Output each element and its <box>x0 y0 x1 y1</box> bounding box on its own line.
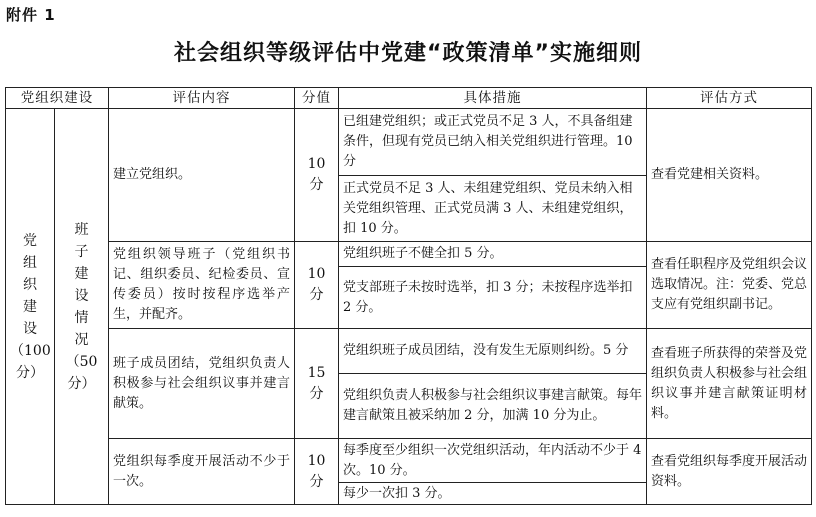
table-row <box>6 242 812 267</box>
category-char: 织 <box>23 276 37 293</box>
subcategory-char: 情 <box>74 309 89 326</box>
table-row <box>6 329 812 374</box>
measure-cell: 正式党员不足 3 人、未组建党组织、党员未纳入相关党组织管理、正式党员满 3 人、未组建党组织，扣 10 分。 <box>339 176 647 242</box>
table-header-row <box>6 88 812 109</box>
method-cell: 查看党组织每季度开展活动资料。 <box>647 439 812 505</box>
score-cell <box>295 109 339 242</box>
measure-cell: 党组织班子不健全扣 5 分。 <box>339 242 647 267</box>
table-row <box>6 109 812 176</box>
header-evaluation-content: 评估内容 <box>109 88 295 109</box>
method-cell: 查看任职程序及党组织会议选取情况。注：党委、党总支应有党组织副书记。 <box>647 242 812 329</box>
attachment-label: 附件 1 <box>6 6 56 24</box>
measure-cell: 已组建党组织；或正式党员不足 3 人，不具备组建条件，但现有党员已纳入相关党组织进行管理。10 分 <box>339 109 647 176</box>
table-row <box>6 439 812 483</box>
header-method: 评估方式 <box>647 88 812 109</box>
evaluation-table <box>5 87 812 505</box>
score-value: 10 <box>307 266 326 282</box>
subcategory-cell <box>55 109 109 505</box>
score-unit: 分 <box>309 287 324 303</box>
header-party-building: 党组织建设 <box>6 88 109 109</box>
measure-cell: 每季度至少组织一次党组织活动，年内活动不少于 4 次。10 分。 <box>339 439 647 483</box>
content-cell: 党组织领导班子（党组织书记、组织委员、纪检委员、宣传委员）按时按程序选举产生，并配齐。 <box>109 242 295 329</box>
category-char: 分） <box>16 364 44 381</box>
subcategory-char: 子 <box>74 243 89 260</box>
header-measures: 具体措施 <box>339 88 647 109</box>
subcategory-char: 况 <box>74 331 89 348</box>
content-cell: 党组织每季度开展活动不少于一次。 <box>109 439 295 505</box>
subcategory-char: （50 <box>65 353 98 370</box>
subcategory-char: 建 <box>74 265 89 282</box>
subcategory-char: 班 <box>74 221 89 238</box>
category-char: 党 <box>23 232 37 249</box>
score-unit: 分 <box>309 385 324 402</box>
category-cell <box>6 109 55 505</box>
document-title: 社会组织等级评估中党建“政策清单”实施细则 <box>174 41 642 66</box>
content-cell: 班子成员团结，党组织负责人积极参与社会组织议事并建言献策。 <box>109 329 295 439</box>
method-cell: 查看班子所获得的荣誉及党组织负责人积极参与社会组织议事并建言献策证明材料。 <box>647 329 812 439</box>
method-cell: 查看党建相关资料。 <box>647 109 812 242</box>
measure-cell: 党组织负责人积极参与社会组织议事建言献策。每年建言献策且被采纳加 2 分，加满 10 分为止。 <box>339 374 647 439</box>
category-char: 设 <box>23 320 37 337</box>
score-value: 10 <box>307 452 326 469</box>
score-value: 15 <box>307 364 326 381</box>
category-char: （100 <box>10 342 51 359</box>
measure-cell: 每少一次扣 3 分。 <box>339 483 647 505</box>
category-char: 组 <box>23 254 37 271</box>
subcategory-char: 设 <box>74 287 89 304</box>
measure-cell: 党组织班子成员团结，没有发生无原则纠纷。5 分 <box>339 329 647 374</box>
subcategory-char: 分） <box>67 375 96 392</box>
category-char: 建 <box>23 298 37 315</box>
score-value: 10 <box>307 156 326 172</box>
content-cell: 建立党组织。 <box>109 109 295 242</box>
header-score: 分值 <box>295 88 339 109</box>
score-cell <box>295 329 339 439</box>
measure-cell: 党支部班子未按时选举，扣 3 分；未按程序选举扣 2 分。 <box>339 267 647 329</box>
score-unit: 分 <box>309 473 324 490</box>
score-unit: 分 <box>309 177 324 193</box>
score-cell <box>295 439 339 505</box>
score-cell <box>295 242 339 329</box>
